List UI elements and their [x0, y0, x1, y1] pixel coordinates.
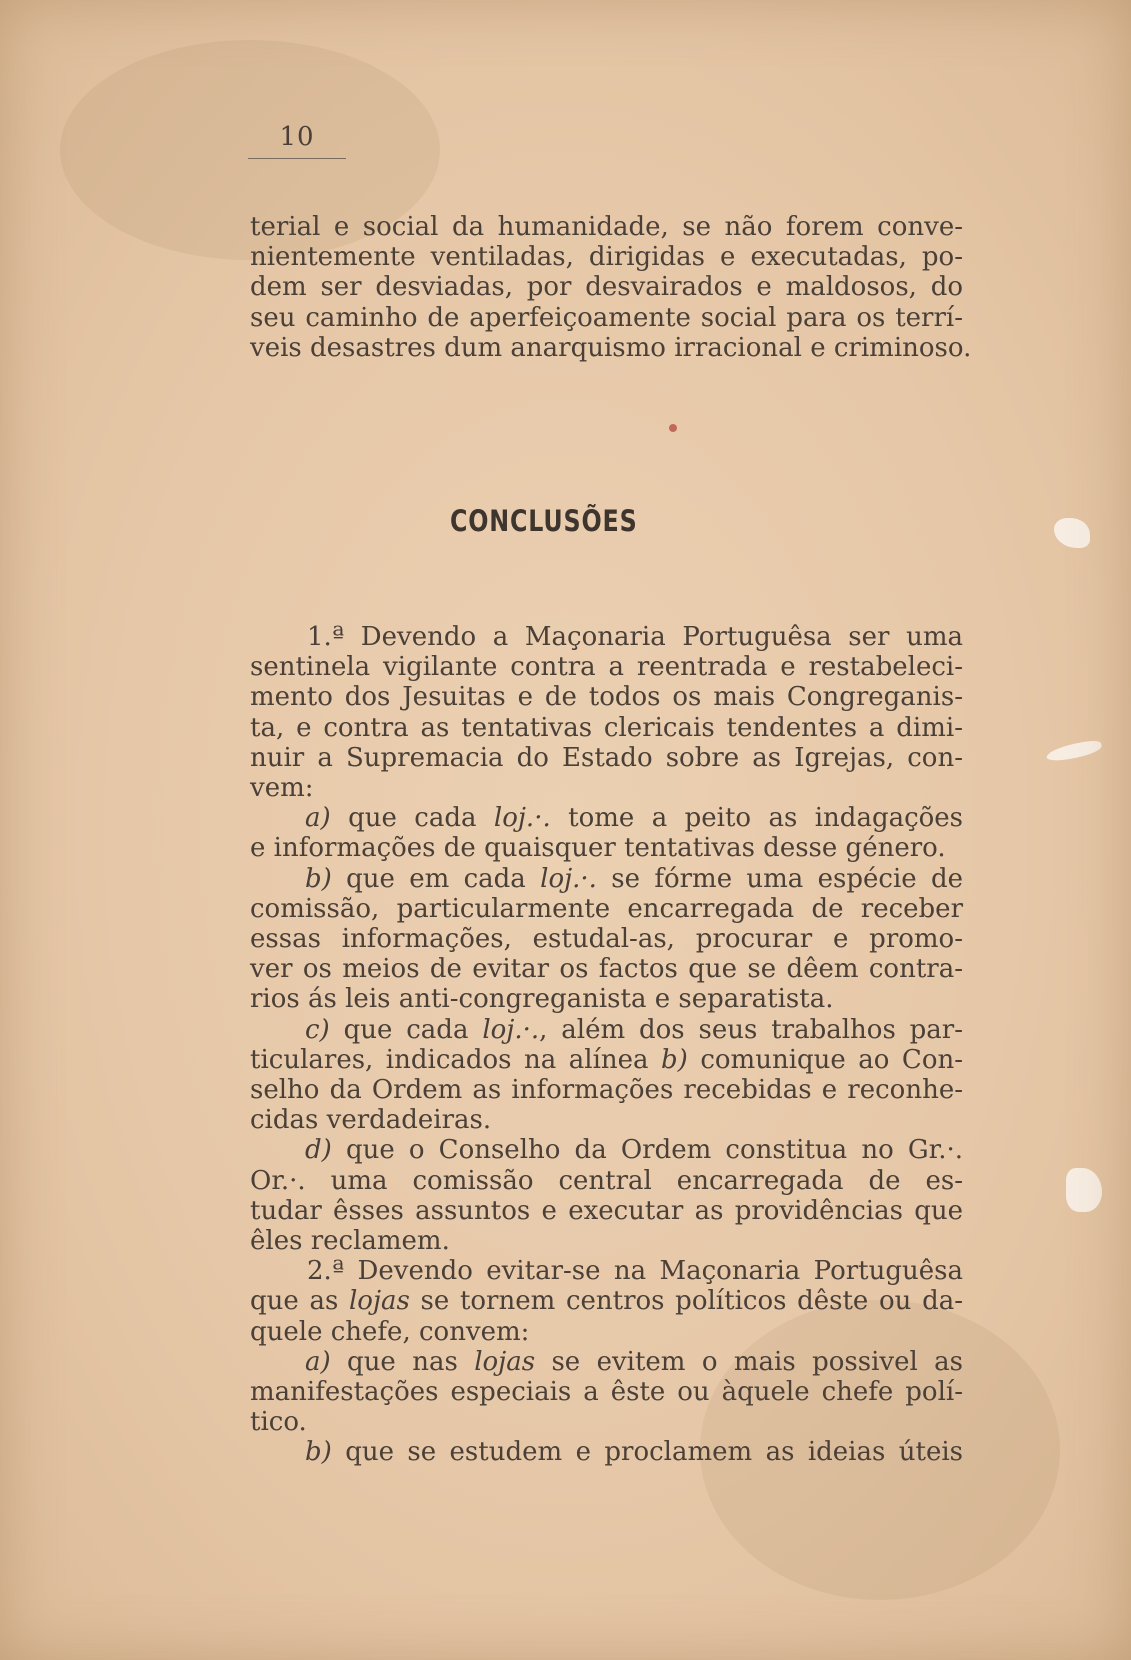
- intro-paragraph: [250, 212, 972, 363]
- text-line: nientemente ventiladas, dirigidas e executadas, po-: [250, 242, 963, 273]
- text-line: e informações de quaisquer tentativas desse género.: [250, 833, 946, 864]
- item-a2-first-line: a) que nas lojas se evitem o mais possivel as: [305, 1346, 964, 1377]
- text-line: selho da Ordem as informações recebidas e reconhe-: [250, 1075, 963, 1106]
- text-line: tico.: [250, 1407, 307, 1438]
- text-line: essas informações, estudal-as, procurar e promo-: [250, 924, 963, 955]
- text-line: vem:: [250, 773, 314, 804]
- text-line: nuir a Supremacia do Estado sobre as Igrejas, con-: [250, 742, 963, 773]
- text-line: ta, e contra as tentativas clericais tendentes a dimi-: [250, 712, 963, 743]
- text-line: quele chefe, convem:: [250, 1316, 530, 1347]
- paper-tear: [1045, 738, 1103, 763]
- item-b-first-line: b) que em cada loj.·. se fórme uma espécie de: [305, 863, 963, 894]
- text-line: sentinela vigilante contra a reentrada e restabeleci-: [250, 652, 963, 683]
- text-line: êles reclamem.: [250, 1226, 450, 1257]
- text-line: seu caminho de aperfeiçoamente social para os terrí-: [250, 302, 963, 333]
- item-label: d): [305, 1135, 332, 1166]
- text-line: mento dos Jesuitas e de todos os mais Congreganis-: [250, 682, 963, 713]
- text-line: terial e social da humanidade, se não forem conve-: [250, 212, 963, 242]
- text-line: que as lojas se tornem centros políticos dêste ou da-: [250, 1286, 964, 1317]
- item-d-first-line: d) que o Conselho da Ordem constitua no Gr.·.: [305, 1135, 964, 1166]
- conclusions-body: [250, 622, 963, 1468]
- paper-tear: [1066, 1168, 1102, 1212]
- item-a-first-line: a) que cada loj.·. tome a peito as indagações: [305, 803, 964, 834]
- section-heading: CONCLUSÕES: [450, 504, 638, 538]
- conclusion-2-first-line: 2.ª Devendo evitar-se na Maçonaria Portuguêsa: [307, 1256, 963, 1287]
- conclusion-number: 2.ª: [307, 1256, 345, 1287]
- text-line: ver os meios de evitar os factos que se dêem contra-: [250, 954, 963, 985]
- text-line: tudar êsses assuntos e executar as providências que: [250, 1195, 963, 1226]
- text-line: rios ás leis anti-congreganista e separatista.: [250, 984, 834, 1015]
- ornament-dot: [669, 424, 677, 432]
- text-line: ticulares, indicados na alínea b) comunique ao Con-: [250, 1044, 963, 1075]
- page-number: 10: [279, 122, 315, 152]
- conclusion-number: 1.ª: [307, 622, 345, 652]
- paper-tear: [1054, 518, 1090, 548]
- item-label: a): [305, 1346, 331, 1377]
- item-b2-first-line: b) que se estudem e proclamem as ideias úteis: [305, 1437, 963, 1468]
- item-c-first-line: c) que cada loj.·., além dos seus trabalhos par-: [305, 1014, 964, 1045]
- item-label: b): [305, 863, 332, 894]
- text-line: dem ser desviadas, por desvairados e maldosos, do: [250, 272, 963, 303]
- text-line: veis desastres dum anarquismo irracional e criminoso.: [250, 332, 972, 363]
- text-line: comissão, particularmente encarregada de receber: [250, 893, 963, 924]
- text-line: Or.·. uma comissão central encarregada de es-: [250, 1165, 963, 1196]
- page-number-rule: [248, 158, 346, 159]
- text-line: manifestações especiais a êste ou àquele chefe polí-: [250, 1377, 963, 1408]
- conclusion-1-first-line: 1.ª Devendo a Maçonaria Portuguêsa ser uma: [307, 622, 963, 652]
- text-line: cidas verdadeiras.: [250, 1105, 492, 1136]
- item-label: b): [305, 1437, 332, 1468]
- item-label: c): [305, 1014, 330, 1045]
- item-label: a): [305, 803, 331, 834]
